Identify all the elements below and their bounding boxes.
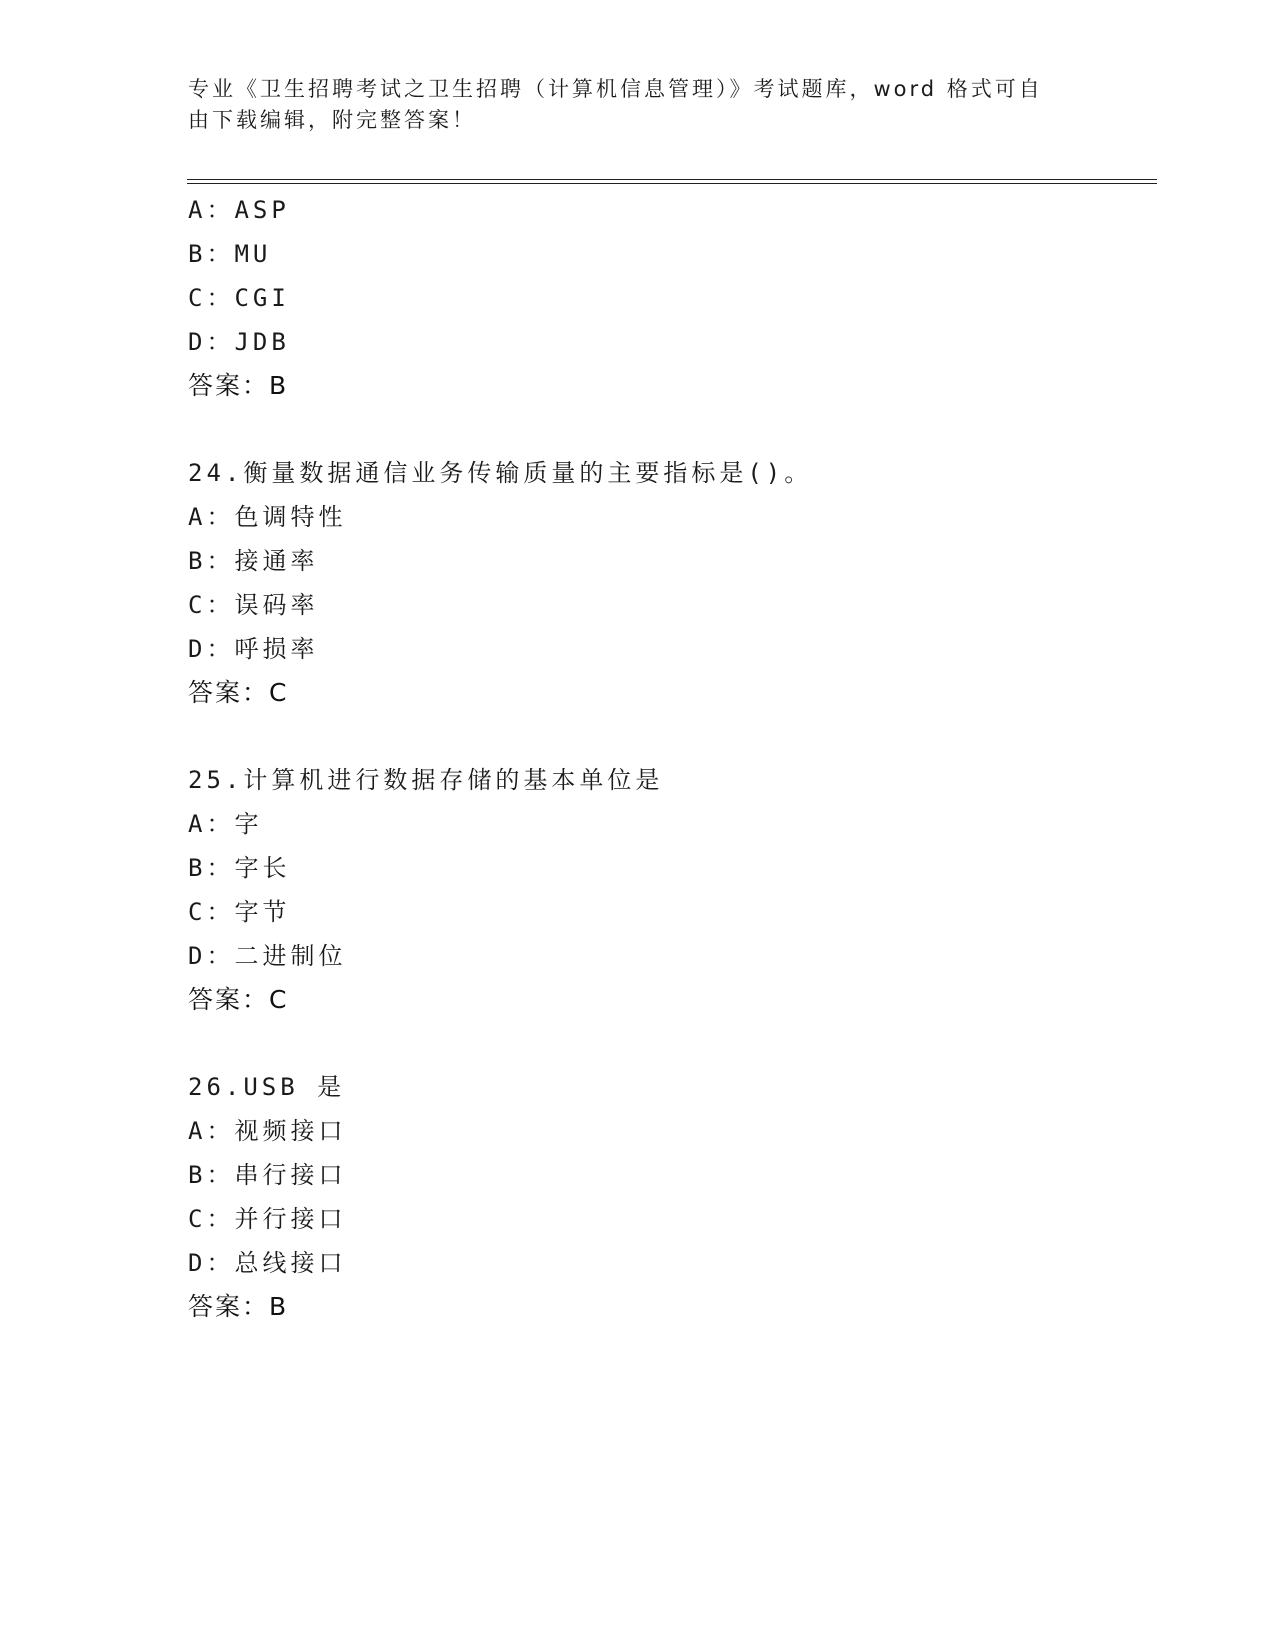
q24-answer: 答案：C: [188, 678, 289, 707]
q25-option-b: B：字长: [188, 854, 291, 882]
q23-option-c: C：CGI: [188, 284, 290, 312]
q25-option-c: C：字节: [188, 898, 291, 926]
q26-option-b: B：串行接口: [188, 1161, 347, 1189]
q26-question: 26.USB 是: [188, 1073, 346, 1101]
q24-option-c: C：误码率: [188, 591, 319, 619]
q25-option-d: D：二进制位: [188, 942, 347, 970]
q24-option-d: D：呼损率: [188, 635, 319, 663]
q24-option-a: A：色调特性: [188, 503, 347, 531]
q26-answer: 答案：B: [188, 1292, 289, 1321]
q25-question: 25.计算机进行数据存储的基本单位是: [188, 766, 664, 794]
q25-answer: 答案：C: [188, 985, 289, 1014]
q24-question: 24.衡量数据通信业务传输质量的主要指标是()。: [188, 459, 813, 487]
header-divider-bottom: [187, 183, 1157, 184]
header-divider-top: [187, 179, 1157, 180]
q26-option-a: A：视频接口: [188, 1117, 347, 1145]
header-line-2: 由下载编辑，附完整答案！: [188, 108, 476, 132]
q26-option-d: D：总线接口: [188, 1249, 347, 1277]
q23-option-a: A：ASP: [188, 196, 290, 224]
document-header: [188, 74, 1078, 136]
q25-option-a: A：字: [188, 810, 263, 838]
q23-answer: 答案：B: [188, 371, 289, 400]
header-line-1: 专业《卫生招聘考试之卫生招聘（计算机信息管理）》考试题库，word 格式可自: [188, 77, 1043, 101]
q23-option-d: D：JDB: [188, 328, 290, 356]
q26-option-c: C：并行接口: [188, 1205, 347, 1233]
q24-option-b: B：接通率: [188, 547, 319, 575]
q23-option-b: B：MU: [188, 240, 272, 268]
